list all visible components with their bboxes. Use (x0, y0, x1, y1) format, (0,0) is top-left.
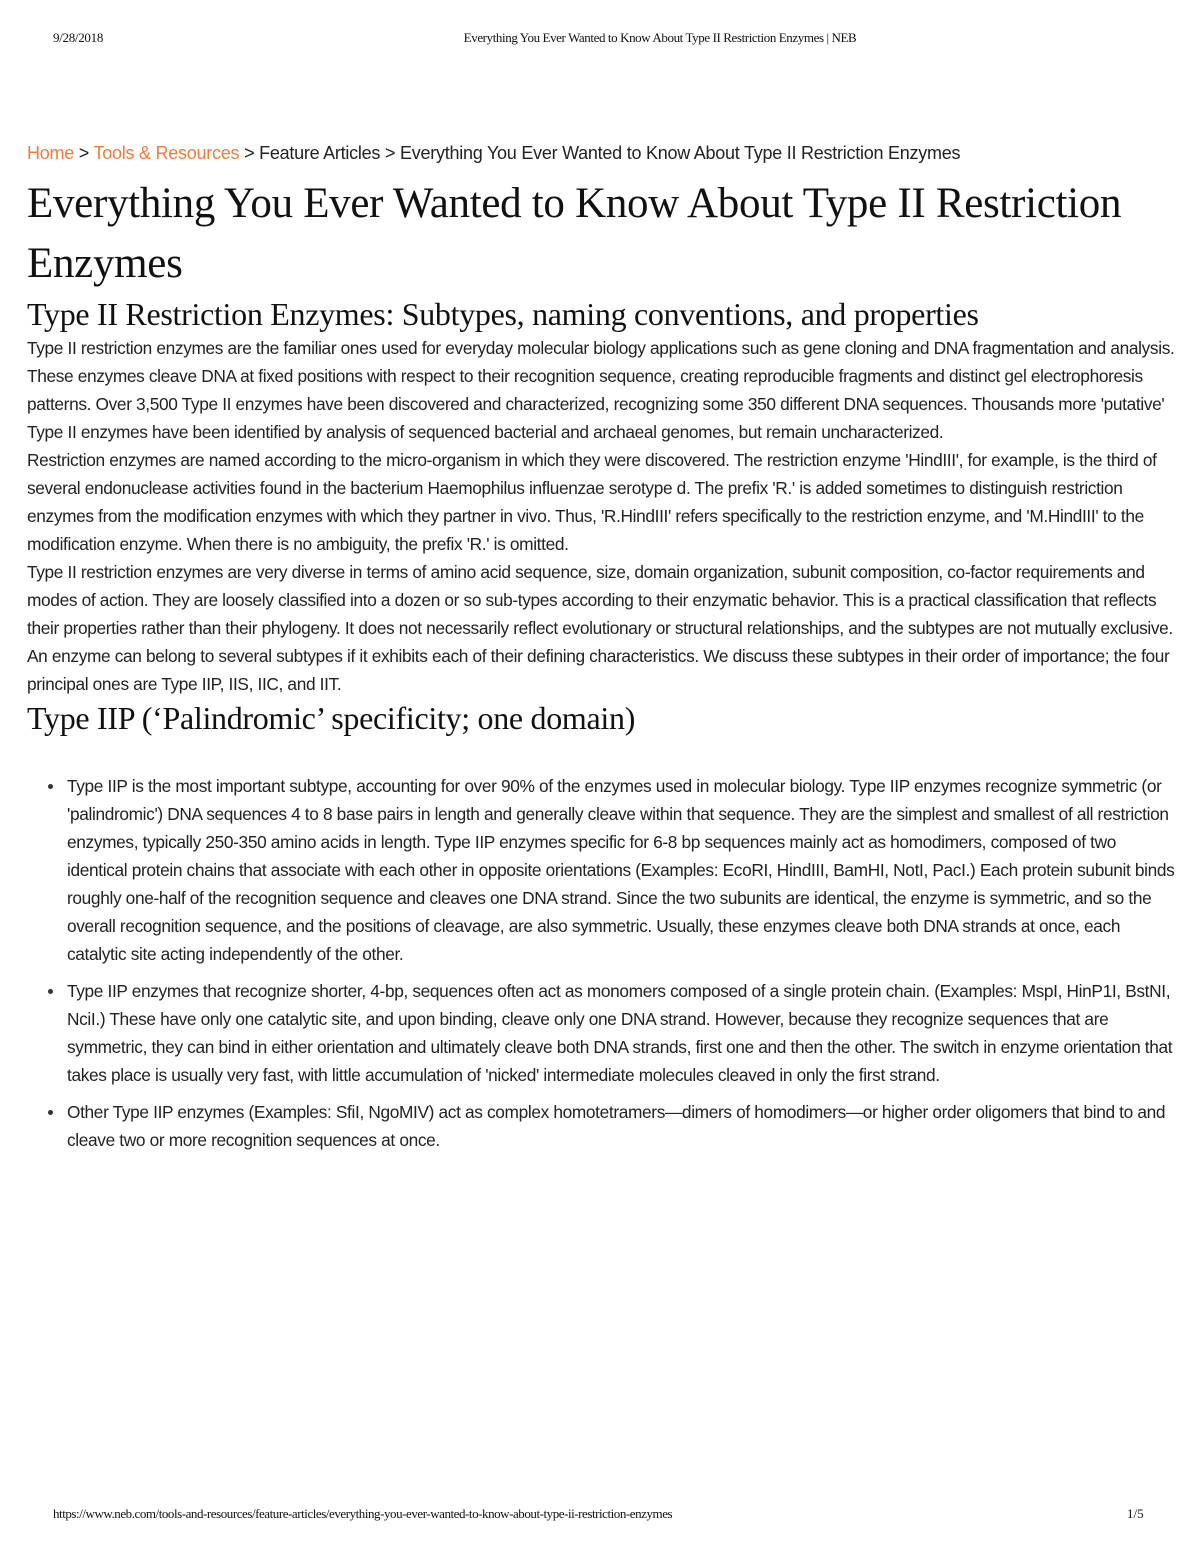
breadcrumb-separator: > (78, 143, 90, 163)
section-heading-type-iip: Type IIP (‘Palindromic’ specificity; one domain) (27, 700, 636, 736)
breadcrumb-tools-resources-link[interactable]: Tools & Resources (93, 143, 240, 163)
page-title: Everything You Ever Wanted to Know About Type II Restriction Enzymes (27, 180, 1122, 287)
breadcrumb-separator: > (244, 143, 255, 163)
breadcrumb-feature-articles: Feature Articles (259, 143, 381, 163)
list-item-text: Other Type IIP enzymes (Examples: SfiI, NgoMIV) act as complex homotetramers—dimers of homodimers—or higher order oligomers that bind to and cleave two or more recognition sequences at once. (67, 1102, 1166, 1150)
bullet-icon (48, 784, 53, 789)
paragraph-diversity: Type II restriction enzymes are very diverse in terms of amino acid sequence, size, domain organization, subunit composition, co-factor requirements and modes of action. They are loosely classified into a dozen or so sub-types according to their enzymatic behavior. This is a practical classification that reflects their properties rather than their phylogeny. It does not necessarily reflect evolutionary or structural relationships, and the subtypes are not mutually exclusive. An enzyme can belong to several subtypes if it exhibits each of their defining characteristics. We discuss these subtypes in their order of importance; the four principal ones are Type IIP, IIS, IIC, and IIT. (27, 562, 1173, 694)
print-date: 9/28/2018 (53, 30, 104, 45)
breadcrumb-home-link[interactable]: Home (27, 143, 75, 163)
paragraph-intro: Type II restriction enzymes are the familiar ones used for everyday molecular biology applications such as gene cloning and DNA fragmentation and analysis. These enzymes cleave DNA at fixed positions with respect to their recognition sequence, creating reproducible fragments and distinct gel electrophoresis patterns. Over 3,500 Type II enzymes have been discovered and characterized, recognizing some 350 different DNA sequences. Thousands more 'putative' Type II enzymes have been identified by analysis of sequenced bacterial and archaeal genomes, but remain uncharacterized. (27, 338, 1175, 442)
paragraph-naming: Restriction enzymes are named according to the micro-organism in which they were discovered. The restriction enzyme 'HindIII', for example, is the third of several endonuclease activities found in the bacterium Haemophilus influenzae serotype d. The prefix 'R.' is added sometimes to distinguish restriction enzymes from the modification enzymes with which they partner in vivo. Thus, 'R.HindIII' refers specifically to the restriction enzyme, and 'M.HindIII' to the modification enzyme. When there is no ambiguity, the prefix 'R.' is omitted. (27, 450, 1157, 554)
print-footer (0, 1506, 1200, 1526)
section-heading-subtypes: Type II Restriction Enzymes: Subtypes, naming conventions, and properties (27, 296, 979, 332)
breadcrumb-current-page: Everything You Ever Wanted to Know About Type II Restriction Enzymes (399, 143, 961, 163)
bullet-icon (48, 989, 53, 994)
print-url: https://www.neb.com/tools-and-resources/feature-articles/everything-you-ever-wanted-to-know-about-type-ii-restriction-enzymes (53, 1506, 673, 1521)
list-item-text: Type IIP is the most important subtype, accounting for over 90% of the enzymes used in molecular biology. Type IIP enzymes recognize symmetric (or 'palindromic') DNA sequences 4 to 8 base pairs in length and generally cleave within that sequence. They are the simplest and smallest of all restriction enzymes, typically 250-350 amino acids in length. Type IIP enzymes specific for 6-8 bp sequences mainly act as homodimers, composed of two identical protein chains that associate with each other in opposite orientations (Examples: EcoRI, HindIII, BamHI, NotI, PacI.) Each protein subunit binds roughly one-half of the recognition sequence and cleaves one DNA strand. Since the two subunits are identical, the enzyme is symmetric, and so the overall recognition sequence, and the positions of cleavage, are also symmetric. Usually, these enzymes cleave both DNA strands at once, each catalytic site acting independently of the other. (67, 776, 1175, 964)
article-content (27, 140, 1177, 1163)
page-number: 1/5 (1127, 1506, 1144, 1521)
type-iip-bullet-list (27, 772, 1177, 1154)
print-page-title: Everything You Ever Wanted to Know About Type II Restriction Enzymes | NEB (463, 30, 857, 45)
list-item-text: Type IIP enzymes that recognize shorter, 4-bp, sequences often act as monomers composed of a single protein chain. (Examples: MspI, HinP1I, BstNI, NciI.) These have only one catalytic site, and upon binding, cleave only one DNA strand. However, because they recognize sequences that are symmetric, they can bind in either orientation and ultimately cleave both DNA strands, first one and then the other. The switch in enzyme orientation that takes place is usually very fast, with little accumulation of 'nicked' intermediate molecules cleaved in only the first strand. (67, 981, 1173, 1085)
breadcrumb-separator: > (384, 143, 396, 163)
bullet-icon (48, 1110, 53, 1115)
print-header (0, 30, 1200, 50)
breadcrumb (27, 140, 1177, 166)
list-item (67, 772, 1177, 968)
list-item (67, 977, 1177, 1089)
list-item (67, 1098, 1177, 1154)
